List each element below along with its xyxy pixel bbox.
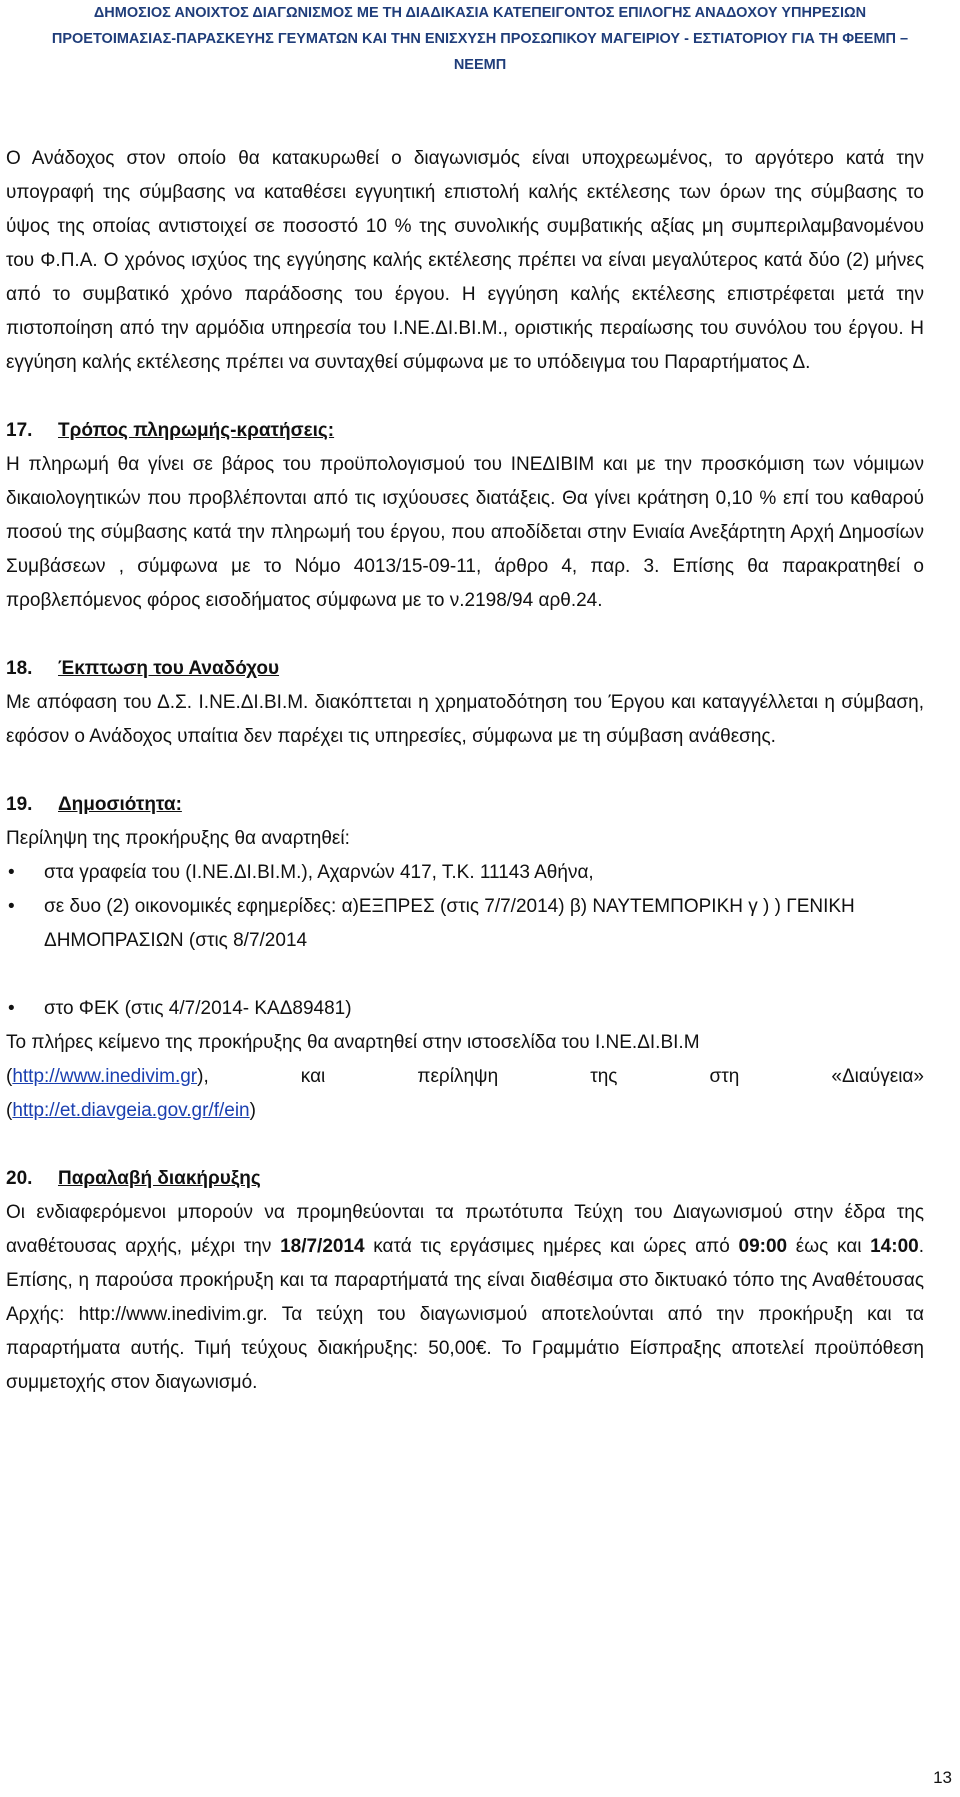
body-text: κατά τις εργάσιμες ημέρες και ώρες από bbox=[364, 1236, 739, 1257]
paren-open: ( bbox=[6, 1100, 13, 1121]
section-title: Έκπτωση του Αναδόχου bbox=[58, 658, 280, 679]
list-item-text: σε δυο (2) οικονομικές εφημερίδες: α)ΕΞΠΡΕΣ (στις 7/7/2014) β) ΝΑΥΤΕΜΠΟΡΙΚΗ γ ) ) ΓΕΝΙΚΗ ΔΗΜΟΠΡΑΣΙΩΝ (στις 8/7/2014 bbox=[44, 896, 855, 951]
bullet-icon: • bbox=[8, 998, 15, 1019]
page-number: 13 bbox=[933, 1768, 952, 1787]
section-title: Τρόπος πληρωμής-κρατήσεις: bbox=[58, 420, 335, 441]
section-18-heading bbox=[6, 652, 924, 686]
diavgeia-link[interactable]: http://et.diavgeia.gov.gr/f/ein bbox=[12, 1100, 250, 1121]
inedivim-link[interactable]: http://www.inedivim.gr bbox=[12, 1066, 198, 1087]
header-line-1: ΔΗΜΟΣΙΟΣ ΑΝΟΙΧΤΟΣ ΔΙΑΓΩΝΙΣΜΟΣ ΜΕ ΤΗ ΔΙΑΔΙΚΑΣΙΑ ΚΑΤΕΠΕΙΓΟΝΤΟΣ ΕΠΙΛΟΓΗΣ ΑΝΑΔΟΧΟΥ ΥΠΗΡΕΣΙΩΝ bbox=[93, 5, 867, 21]
section-title: Δημοσιότητα: bbox=[58, 794, 182, 815]
body-text: έως και bbox=[787, 1236, 871, 1257]
list-item-text: στα γραφεία του (Ι.ΝΕ.ΔΙ.ΒΙ.Μ.), Αχαρνών 417, Τ.Κ. 11143 Αθήνα, bbox=[44, 862, 594, 883]
hours-to: 14:00 bbox=[870, 1236, 919, 1257]
word-kai: και bbox=[300, 1066, 326, 1087]
deadline-date: 18/7/2014 bbox=[280, 1236, 365, 1257]
bullet-icon: • bbox=[8, 862, 15, 883]
section-number: 20. bbox=[6, 1168, 33, 1189]
list-item bbox=[6, 890, 924, 958]
links-row bbox=[6, 1060, 924, 1094]
section-title: Παραλαβή διακήρυξης bbox=[58, 1168, 261, 1189]
document-header bbox=[0, 0, 960, 78]
paren-open: ( bbox=[6, 1066, 13, 1087]
section-number: 18. bbox=[6, 658, 33, 679]
list-item-text: στο ΦΕΚ (στις 4/7/2014- ΚΑΔ89481) bbox=[44, 998, 352, 1019]
spacer bbox=[6, 958, 924, 992]
guarantee-paragraph: Ο Ανάδοχος στον οποίο θα κατακυρωθεί ο διαγωνισμός είναι υποχρεωμένος, το αργότερο κατά την υπογραφή της σύμβασης να καταθέσει εγγυητική επιστολή καλής εκτέλεσης των όρων της σύμβασης το ύψος της οποίας αντιστοιχεί σε ποσοστό 10 % της συνολικής συμβατικής αξίας μη συμπεριλαμβανομένου του Φ.Π.Α. Ο χρόνος ισχύος της εγγύησης καλής εκτέλεσης πρέπει να είναι μεγαλύτερος κατά δύο (2) μήνες από το συμβατικό χρόνο παράδοσης του έργου. Η εγγύηση καλής εκτέλεσης επιστρέφεται μετά την πιστοποίηση από την αρμόδια υπηρεσία του Ι.ΝΕ.ΔΙ.ΒΙ.Μ., οριστικής περαίωσης του συνόλου του έργου. Η εγγύηση καλής εκτέλεσης πρέπει να συνταχθεί σύμφωνα με το υπόδειγμα του Παραρτήματος Δ. bbox=[6, 148, 924, 373]
word-diavgeia: «Διαύγεια» bbox=[831, 1066, 924, 1087]
list-item bbox=[6, 992, 924, 1026]
section-18-body: Με απόφαση του Δ.Σ. Ι.ΝΕ.ΔΙ.ΒΙ.Μ. διακόπτεται η χρηματοδότηση του Έργου και καταγγέλλεται η σύμβαση, εφόσον ο Ανάδοχος υπαίτια δεν παρέχει τις υπηρεσίες, σύμφωνα με τη σύμβαση ανάθεσης. bbox=[6, 692, 924, 747]
section-17-body: Η πληρωμή θα γίνει σε βάρος του προϋπολογισμού του ΙΝΕΔΙΒΙΜ και με την προσκόμιση των νόμιμων δικαιολογητικών που προβλέπονται από τις ισχύουσες διατάξεις. Θα γίνει κράτηση 0,10 % επί του καθαρού ποσού της σύμβασης κατά την πληρωμή του έργου, που αποδίδεται στην Ενιαία Ανεξάρτητη Αρχή Δημοσίων Συμβάσεων , σύμφωνα με το Νόμο 4013/15-09-11, άρθρο 4, παρ. 3. Επίσης θα παρακρατηθεί ο προβλεπόμενος φόρος εισοδήματος σύμφωνα με το ν.2198/94 αρθ.24. bbox=[6, 454, 924, 611]
link-group-1 bbox=[6, 1060, 209, 1094]
section-20-heading bbox=[6, 1162, 924, 1196]
document-body bbox=[6, 142, 924, 1400]
bullet-icon: • bbox=[8, 896, 15, 917]
word-perilipsi: περίληψη bbox=[417, 1066, 499, 1087]
word-tis: της bbox=[590, 1066, 618, 1087]
body-text: . Επίσης, η παρούσα προκήρυξη και τα παραρτήματά της είναι διαθέσιμα στο δικτυακό τόπο της Αναθέτουσας Αρχής: http://www.inedivim.gr. Τα τεύχη του διαγωνισμού αποτελούνται από την προκήρυξη και τα παραρτήματα αυτής. Τιμή τεύχους διακήρυξης: 50,00€. Το Γραμμάτιο Είσπραξης αποτελεί προϋπόθεση συμμετοχής στον διαγωνισμό. bbox=[6, 1236, 924, 1393]
full-text-notice: Το πλήρες κείμενο της προκήρυξης θα αναρτηθεί στην ιστοσελίδα του Ι.ΝΕ.ΔΙ.ΒΙ.Μ bbox=[6, 1032, 700, 1053]
hours-from: 09:00 bbox=[738, 1236, 788, 1257]
word-sti: στη bbox=[709, 1066, 740, 1087]
section-19-lead: Περίληψη της προκήρυξης θα αναρτηθεί: bbox=[6, 828, 350, 849]
paren-close: ) bbox=[249, 1100, 256, 1121]
body-text: Οι ενδιαφερόμενοι μπορούν να προμηθεύονται τα πρωτότυπα Τεύχη του Διαγωνισμού στην έδρα της αναθέτουσας αρχής, μέχρι την bbox=[6, 1202, 924, 1257]
section-number: 19. bbox=[6, 794, 33, 815]
spacer bbox=[6, 380, 924, 414]
publicity-list bbox=[6, 856, 924, 958]
section-number: 17. bbox=[6, 420, 33, 441]
header-line-2: ΠΡΟΕΤΟΙΜΑΣΙΑΣ-ΠΑΡΑΣΚΕΥΗΣ ΓΕΥΜΑΤΩΝ ΚΑΙ ΤΗΝ ΕΝΙΣΧΥΣΗ ΠΡΟΣΩΠΙΚΟΥ ΜΑΓΕΙΡΙΟΥ - ΕΣΤΙΑΤΟΡΙΟΥ ΓΙΑ ΤΗ ΦΕΕΜΠ – bbox=[51, 31, 909, 47]
list-item bbox=[6, 856, 924, 890]
header-line-3: ΝΕΕΜΠ bbox=[453, 57, 507, 73]
section-19-heading bbox=[6, 788, 924, 822]
section-20-body bbox=[6, 1196, 924, 1400]
spacer bbox=[6, 618, 924, 652]
spacer bbox=[6, 754, 924, 788]
paren-close: ), bbox=[197, 1066, 209, 1087]
spacer bbox=[6, 1128, 924, 1162]
diavgeia-link-line bbox=[6, 1094, 924, 1128]
publicity-list-2 bbox=[6, 992, 924, 1026]
section-17-heading bbox=[6, 414, 924, 448]
